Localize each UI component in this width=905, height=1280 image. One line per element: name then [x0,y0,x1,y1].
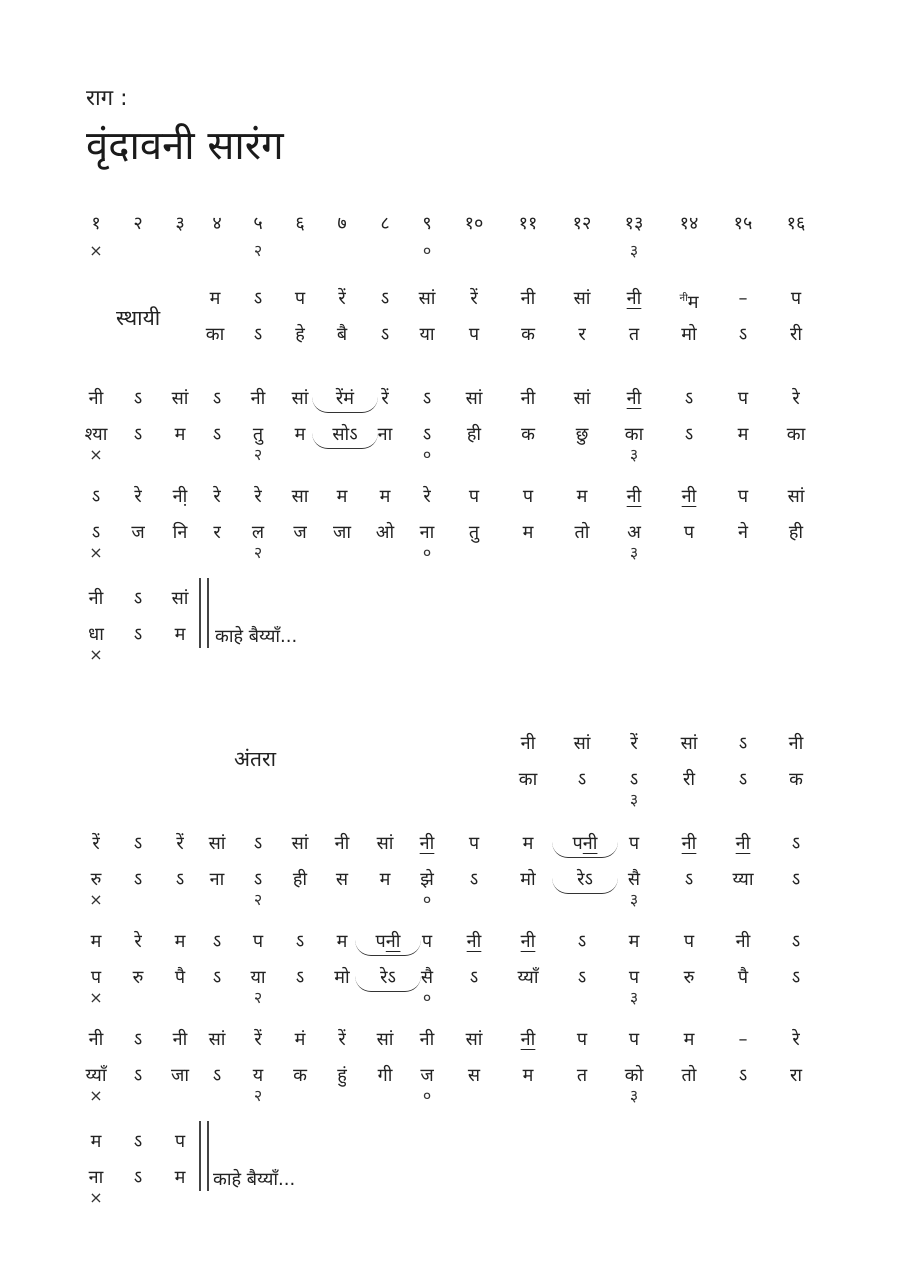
sthayi-note: $^{नी}$म [679,292,699,313]
sthayi-lyric: अ [627,522,641,543]
sthayi-lyric: म [737,424,749,445]
sthayi-lyric: प [468,324,480,345]
antara-note: ऽ [791,833,801,854]
sthayi-label: स्थायी [116,306,161,330]
antara-lyric: य्या [732,869,754,890]
antara-lyric: रु [132,967,144,988]
sthayi-note: प [468,486,480,507]
antara-ending-lyric: ना [88,1167,104,1188]
tala-mark: ० [422,445,432,464]
antara-lyric: ही [292,869,308,890]
sthayi-note: नी [520,388,536,409]
sthayi-lyric: ज [293,522,307,543]
antara-note: रे [792,1029,800,1050]
sthayi-note: – [738,288,748,309]
antara-note: नी [172,1029,188,1050]
antara-note: सां [465,1029,483,1050]
antara-note: म [336,931,348,952]
antara-lyric: ऽ [469,967,479,988]
sthayi-note: रे [254,486,262,507]
antara-note: ऽ [133,833,143,854]
beat-number: ११ [518,213,538,234]
antara-lyric: ऽ [212,1065,222,1086]
antara-lyric: या [250,967,266,988]
beat-number: १६ [786,213,806,234]
antara-note: म [683,1029,695,1050]
beat-number: १५ [733,213,753,234]
antara-note: नी [334,833,350,854]
sthayi-note: सां [171,388,189,409]
antara-lyric: रु [90,869,102,890]
antara-lyric: म [379,869,391,890]
tala-mark: × [89,241,103,260]
sthayi-lyric: ल [251,522,265,543]
sthayi-lyric: तु [252,424,264,445]
sthayi-lyric: ओ [375,522,395,543]
antara-lyric: स [335,869,349,890]
sthayi-lyric: म [294,424,306,445]
antara-note: ऽ [738,733,748,754]
sthayi-note: ऽ [212,388,222,409]
antara-lyric: ऽ [791,869,801,890]
tala-mark: × [89,1086,103,1105]
sthayi-lyric: ज [131,522,145,543]
tala-mark: ० [422,241,432,260]
sthayi-note: म [576,486,588,507]
sthayi-lyric: छु [575,424,589,445]
sthayi-lyric: ही [788,522,804,543]
antara-lyric: पै [737,967,749,988]
sthayi-note: ऽ [380,288,390,309]
antara-note: ऽ [295,931,305,952]
sthayi-note: ऽ [253,288,263,309]
beat-number: १३ [624,213,644,234]
antara-note: नी [520,931,536,952]
antara-lyric: पै [174,967,186,988]
antara-note: सां [376,833,394,854]
sthayi-lyric: ऽ [380,324,390,345]
antara-ending-note: म [90,1131,102,1152]
tala-mark: × [89,543,103,562]
section-end-barline [199,1121,209,1191]
sthayi-lyric: त [628,324,640,345]
sthayi-ending-lyric: म [174,624,186,645]
beat-number: १२ [572,213,592,234]
tala-mark: ३ [629,988,639,1007]
antara-note: प [576,1029,588,1050]
antara-lyric: मो [520,869,536,890]
antara-note: – [738,1029,748,1050]
sthayi-lyric: क [521,424,535,445]
sthayi-note: म [209,288,221,309]
tala-mark: ० [422,1086,432,1105]
sthayi-lyric: ना [377,424,393,445]
sthayi-lyric: म [174,424,186,445]
antara-note: प [683,931,695,952]
tala-mark: २ [253,988,263,1007]
antara-ending-note: ऽ [133,1131,143,1152]
antara-lyric: य्याँ [517,967,539,988]
antara-lyric: ऽ [175,869,185,890]
antara-note: प [252,931,264,952]
sthayi-note: प [737,486,749,507]
beat-number: ३ [175,213,185,234]
sthayi-note: प [294,288,306,309]
antara-lyric: रेऽ [552,869,618,894]
sthayi-lyric: म [522,522,534,543]
antara-note: नी [788,733,804,754]
antara-note: नी [735,833,751,854]
antara-lyric: रु [683,967,695,988]
tala-mark: २ [253,241,263,260]
sthayi-lyric: र [578,324,586,345]
antara-lyric: री [682,769,696,790]
sthayi-lyric: नि [172,522,188,543]
tala-mark: ० [422,543,432,562]
section-end-barline [199,578,209,648]
sthayi-note: रें [338,288,346,309]
sthayi-ending-note: नी [88,588,104,609]
tala-mark: × [89,645,103,664]
tala-mark: ३ [629,543,639,562]
antara-ending-text: काहे बैय्याँ... [213,1169,296,1190]
antara-lyric: ऽ [577,769,587,790]
antara-lyric: ऽ [738,769,748,790]
sthayi-lyric: ऽ [738,324,748,345]
sthayi-note: प [790,288,802,309]
sthayi-lyric: सोऽ [312,424,378,449]
sthayi-note: नी [520,288,536,309]
sthayi-lyric: बै [336,324,348,345]
tala-mark: २ [253,445,263,464]
sthayi-note: सा [291,486,309,507]
sthayi-lyric: ना [419,522,435,543]
antara-note: मं [294,1029,306,1050]
antara-note: ऽ [253,833,263,854]
antara-note: म [522,833,534,854]
antara-lyric: क [789,769,803,790]
sthayi-note: नी [626,486,642,507]
antara-note: रें [630,733,638,754]
antara-lyric: ऽ [133,869,143,890]
antara-note: प [421,931,433,952]
antara-lyric: ऽ [469,869,479,890]
antara-note: नी [419,833,435,854]
antara-lyric: ऽ [253,869,263,890]
antara-lyric: ऽ [738,1065,748,1086]
sthayi-ending-lyric: धा [88,624,104,645]
beat-number: ५ [253,213,263,234]
sthayi-note: सां [787,486,805,507]
sthayi-lyric: हे [295,324,305,345]
antara-note: सां [376,1029,394,1050]
antara-note: म [174,931,186,952]
antara-ending-lyric: म [174,1167,186,1188]
antara-lyric: ना [209,869,225,890]
antara-note: नी [419,1029,435,1050]
beat-number: ६ [295,213,305,234]
antara-note: पनी [552,833,618,858]
sthayi-note: ऽ [422,388,432,409]
antara-note: नी [735,931,751,952]
sthayi-lyric: का [205,324,225,345]
tala-mark: × [89,890,103,909]
sthayi-lyric: तु [468,522,480,543]
beat-number: ९ [422,213,432,234]
sthayi-note: प [737,388,749,409]
antara-note: रें [176,833,184,854]
sthayi-lyric: ऽ [253,324,263,345]
antara-lyric: हुं [337,1065,347,1086]
sthayi-lyric: री [789,324,803,345]
sthayi-lyric: क [521,324,535,345]
tala-mark: ३ [629,1086,639,1105]
beat-number: १४ [679,213,699,234]
tala-mark: ३ [629,241,639,260]
antara-ending-lyric: ऽ [133,1167,143,1188]
tala-mark: ० [422,890,432,909]
tala-mark: २ [253,543,263,562]
sthayi-lyric: का [786,424,806,445]
tala-mark: २ [253,890,263,909]
antara-note: ऽ [791,931,801,952]
antara-note: पनी [355,931,421,956]
antara-lyric: ऽ [295,967,305,988]
antara-lyric: त [576,1065,588,1086]
antara-lyric: म [522,1065,534,1086]
sthayi-note: प [522,486,534,507]
antara-lyric: ज [420,1065,434,1086]
antara-lyric: ऽ [577,967,587,988]
sthayi-note: सां [465,388,483,409]
antara-lyric: का [518,769,538,790]
beat-number: ७ [337,213,347,234]
sthayi-ending-note: ऽ [133,588,143,609]
sthayi-lyric: या [419,324,435,345]
antara-lyric: प [628,967,640,988]
antara-note: प [468,833,480,854]
beat-number: १० [464,213,484,234]
sthayi-lyric: ऽ [91,522,101,543]
sthayi-note: नी़ [172,486,188,507]
sthayi-note: नी [626,388,642,409]
antara-lyric: ऽ [629,769,639,790]
antara-note: सां [573,733,591,754]
sthayi-note: सां [573,388,591,409]
beat-number: ४ [212,213,222,234]
antara-note: ऽ [133,1029,143,1050]
sthayi-lyric: ही [466,424,482,445]
antara-ending-note: प [174,1131,186,1152]
raga-title: वृंदावनी सारंग [86,123,284,169]
antara-note: नी [466,931,482,952]
sthayi-lyric: ऽ [212,424,222,445]
antara-note: सां [680,733,698,754]
sthayi-note: ऽ [133,388,143,409]
antara-note: रें [338,1029,346,1050]
antara-lyric: जा [170,1065,190,1086]
antara-note: सां [208,833,226,854]
antara-lyric: ऽ [684,869,694,890]
raga-label: राग : [86,86,128,111]
antara-lyric: ऽ [133,1065,143,1086]
sthayi-lyric: ऽ [133,424,143,445]
sthayi-note: रें [470,288,478,309]
sthayi-ending-note: सां [171,588,189,609]
sthayi-ending-text: काहे बैय्याँ... [215,626,298,647]
sthayi-note: म [336,486,348,507]
sthayi-lyric: ऽ [684,424,694,445]
tala-mark: ३ [629,890,639,909]
sthayi-note: ऽ [91,486,101,507]
antara-lyric: ऽ [791,967,801,988]
antara-note: ऽ [577,931,587,952]
sthayi-note: ऽ [684,388,694,409]
antara-note: म [628,931,640,952]
antara-note: प [628,1029,640,1050]
antara-lyric: ऽ [212,967,222,988]
sthayi-note: सां [291,388,309,409]
sthayi-note: रें [381,388,389,409]
antara-note: रें [92,833,100,854]
sthayi-note: रे [423,486,431,507]
antara-lyric: तो [681,1065,697,1086]
sthayi-note: रेंमं [312,388,378,413]
antara-note: रें [254,1029,262,1050]
sthayi-lyric: मो [681,324,697,345]
sthayi-note: रे [792,388,800,409]
sthayi-lyric: ने [738,522,748,543]
sthayi-lyric: प [683,522,695,543]
antara-note: नी [520,1029,536,1050]
sthayi-note: नी [626,288,642,309]
antara-lyric: गी [377,1065,393,1086]
antara-lyric: य [252,1065,264,1086]
sthayi-lyric: का [624,424,644,445]
antara-lyric: सै [420,967,434,988]
sthayi-note: नी [250,388,266,409]
tala-mark: ३ [629,445,639,464]
antara-note: सां [208,1029,226,1050]
sthayi-lyric: तो [574,522,590,543]
sthayi-note: सां [573,288,591,309]
antara-note: रे [134,931,142,952]
antara-lyric: झे [420,869,434,890]
beat-number: २ [133,213,143,234]
tala-mark: ० [422,988,432,1007]
sthayi-ending-lyric: ऽ [133,624,143,645]
beat-number: ८ [380,213,390,234]
antara-lyric: प [90,967,102,988]
sthayi-note: रे [213,486,221,507]
antara-lyric: को [624,1065,644,1086]
antara-note: ऽ [212,931,222,952]
tala-mark: × [89,988,103,1007]
antara-label: अंतरा [234,747,277,771]
antara-lyric: स [467,1065,481,1086]
antara-lyric: मो [334,967,350,988]
tala-mark: ३ [629,790,639,809]
antara-lyric: य्याँ [85,1065,107,1086]
antara-lyric: सै [627,869,641,890]
antara-note: नी [88,1029,104,1050]
antara-note: नी [681,833,697,854]
sthayi-note: म [379,486,391,507]
sthayi-note: नी [88,388,104,409]
sthayi-lyric: र [213,522,221,543]
sthayi-note: सां [418,288,436,309]
antara-lyric: रेऽ [355,967,421,992]
sthayi-note: रे [134,486,142,507]
kan-swar: नी [679,293,688,304]
sthayi-lyric: ऽ [422,424,432,445]
antara-note: सां [291,833,309,854]
sthayi-note: नी [681,486,697,507]
tala-mark: × [89,445,103,464]
antara-lyric: रा [789,1065,803,1086]
sthayi-lyric: श्या [84,424,108,445]
tala-mark: २ [253,1086,263,1105]
tala-mark: × [89,1188,103,1207]
beat-number: १ [91,213,101,234]
antara-lyric: क [293,1065,307,1086]
sthayi-lyric: जा [332,522,352,543]
antara-note: प [628,833,640,854]
antara-note: म [90,931,102,952]
antara-note: नी [520,733,536,754]
